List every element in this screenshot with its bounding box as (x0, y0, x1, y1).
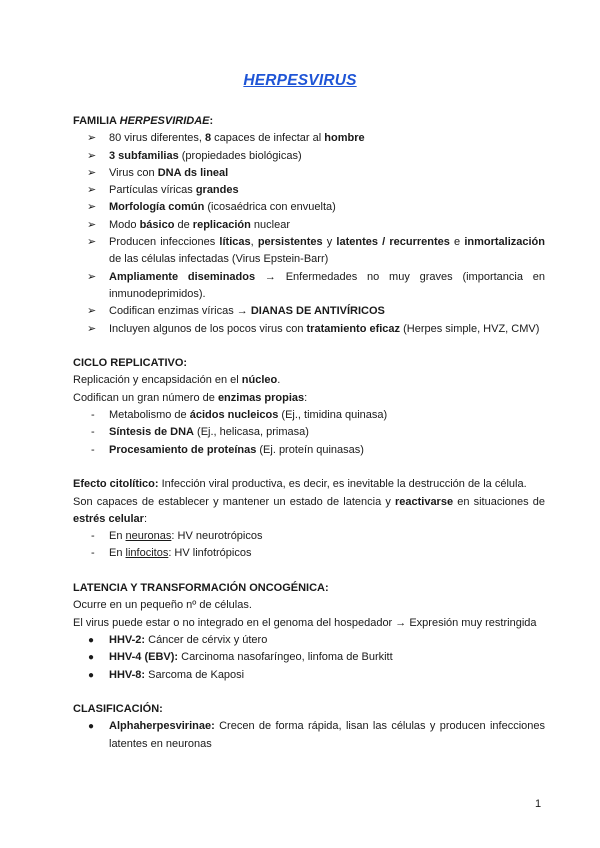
dot-bullet-icon: ● (88, 721, 95, 733)
text-run: . (277, 374, 281, 387)
underlined-text: linfocitos (125, 547, 169, 560)
underlined-text: neuronas (125, 530, 172, 543)
bold-text: inmortalización (464, 236, 545, 249)
bold-text: Morfología común (109, 201, 205, 214)
text-run: (Ej. proteín quinasas) (256, 443, 364, 456)
cycle-latency-list (73, 528, 545, 563)
list-item (73, 528, 545, 545)
bold-text: Efecto citolítico: (73, 478, 159, 491)
list-item (73, 303, 545, 320)
text-run: Producen infecciones (109, 236, 220, 249)
text-run: Carcinoma nasofaríngeo, linfoma de Burkitt (178, 651, 393, 664)
section-heading-family: FAMILIA HERPESVIRIDAE: (73, 115, 214, 127)
arrow-bullet-icon: ➢ (87, 149, 97, 162)
arrow-bullet-icon: ➢ (87, 236, 97, 249)
text-run: , (250, 236, 258, 249)
text-run: En (109, 530, 126, 543)
text-run: e (449, 236, 465, 249)
text-run: capaces de infectar al (211, 132, 325, 145)
dash-bullet-icon: - (91, 409, 95, 422)
list-item (73, 130, 545, 147)
bold-text: núcleo (241, 374, 278, 387)
bold-text: persistentes (257, 236, 323, 249)
bold-text: 3 subfamilias (109, 149, 179, 162)
text-run: Virus con (109, 166, 158, 179)
text-run: Son capaces de establecer y mantener un estado de latencia y (73, 495, 395, 508)
list-item (73, 269, 545, 304)
page-number: 1 (535, 798, 542, 810)
cycle-paragraph-2 (73, 390, 545, 407)
text-run: : HV neurotrópicos (171, 530, 263, 543)
cycle-paragraph-1 (73, 372, 545, 389)
dash-bullet-icon: - (91, 443, 95, 456)
text-run: El virus puede estar o no integrado en el genoma del hospedador → Expresión muy restringida (73, 616, 537, 629)
cycle-paragraph-4 (73, 494, 545, 529)
text-run: : (143, 512, 147, 525)
bold-text: HHV-4 (EBV): (109, 651, 179, 664)
bold-text: DNA ds lineal (157, 166, 229, 179)
text-run: Sarcoma de Kaposi (145, 668, 245, 681)
document-title: HERPESVIRUS (243, 72, 357, 89)
dash-bullet-icon: - (91, 530, 95, 543)
dash-bullet-icon: - (91, 426, 95, 439)
text-run: (icosaédrica con envuelta) (204, 201, 336, 214)
bold-text: ácidos nucleicos (189, 409, 279, 422)
list-item (73, 424, 545, 441)
arrow-bullet-icon: ➢ (87, 184, 97, 197)
text-run: y (322, 236, 337, 249)
text-run: Metabolismo de (109, 409, 190, 422)
arrow-bullet-icon: ➢ (87, 322, 97, 335)
text-run: 80 virus diferentes, (109, 132, 205, 145)
text-run: Partículas víricas (109, 184, 196, 197)
bold-text: HHV-2: (109, 633, 146, 646)
latency-paragraph-2 (73, 615, 545, 632)
text-run: (Herpes simple, HVZ, CMV) (400, 322, 540, 335)
text-run: Modo (109, 218, 140, 231)
dot-bullet-icon: ● (88, 652, 95, 664)
bold-text: hombre (324, 132, 365, 145)
text-run: : HV linfotrópicos (168, 547, 252, 560)
text-run: → Enfermedades no muy graves (importancia en inmunodeprimidos). (109, 270, 545, 300)
text-run: nuclear (250, 218, 291, 231)
list-item (73, 545, 545, 562)
arrow-bullet-icon: ➢ (87, 166, 97, 179)
arrow-bullet-icon: ➢ (87, 305, 97, 318)
text-run: Codifican un gran número de (73, 391, 218, 404)
text-run: Ocurre en un pequeño nº de células. (73, 599, 252, 612)
list-item (73, 667, 545, 684)
classification-list (73, 718, 545, 753)
list-item (73, 407, 545, 424)
text-run: Incluyen algunos de los pocos virus con (109, 322, 307, 335)
text-run: (Ej., helicasa, primasa) (193, 426, 309, 439)
bold-text: Síntesis de DNA (109, 426, 194, 439)
text-run: (Ej., timidina quinasa) (278, 409, 388, 422)
bold-text: replicación (192, 218, 251, 231)
dot-bullet-icon: ● (88, 634, 95, 646)
section-heading-latency: LATENCIA Y TRANSFORMACIÓN ONCOGÉNICA: (73, 582, 329, 595)
dash-bullet-icon: - (91, 547, 95, 560)
arrow-bullet-icon: ➢ (87, 218, 97, 231)
bold-text: líticas (219, 236, 251, 249)
list-item (73, 234, 545, 269)
cycle-paragraph-3 (73, 476, 545, 493)
text-run: de (174, 218, 193, 231)
latency-paragraph-1 (73, 597, 545, 614)
cycle-enzymes-list (73, 407, 545, 459)
list-item (73, 718, 545, 753)
bold-text: básico (139, 218, 175, 231)
document-body (73, 113, 545, 753)
bold-text: enzimas propias (217, 391, 305, 404)
bold-text: reactivarse (394, 495, 454, 508)
bold-text: latentes / recurrentes (336, 236, 450, 249)
list-item (73, 217, 545, 234)
list-item (73, 321, 545, 338)
text-run: Replicación y encapsidación en el (73, 374, 242, 387)
list-item (73, 649, 545, 666)
list-item (73, 632, 545, 649)
list-item (73, 182, 545, 199)
arrow-bullet-icon: ➢ (87, 132, 97, 145)
bold-text: DIANAS DE ANTIVÍRICOS (250, 305, 385, 318)
bold-text: Ampliamente diseminados (109, 270, 256, 283)
bold-text: estrés celular (73, 512, 144, 525)
bold-text: tratamiento eficaz (306, 322, 401, 335)
bold-text: HHV-8: (109, 668, 146, 681)
latency-list (73, 632, 545, 684)
list-item (73, 199, 545, 216)
text-run: en situaciones de (453, 495, 546, 508)
text-run: Cáncer de cérvix y útero (145, 633, 268, 646)
bold-text: Procesamiento de proteínas (109, 443, 257, 456)
text-run: : (304, 391, 308, 404)
text-run: (propiedades biológicas) (178, 149, 302, 162)
arrow-bullet-icon: ➢ (87, 201, 97, 214)
bold-text: grandes (195, 184, 239, 197)
section-heading-classification: CLASIFICACIÓN: (73, 703, 163, 716)
dot-bullet-icon: ● (88, 669, 95, 681)
text-run: En (109, 547, 126, 560)
bold-text: Alphaherpesvirinae: (109, 720, 215, 733)
text-run: Infección viral productiva, es decir, es inevitable la destrucción de la célula. (158, 478, 527, 491)
text-run: de las células infectadas (Virus Epstein-Barr) (109, 253, 329, 266)
text-run: Crecen de forma rápida, lisan las células y producen infecciones latentes en neuronas (109, 720, 545, 750)
bold-text: 8 (205, 132, 212, 145)
section-heading-cycle: CICLO REPLICATIVO: (73, 357, 188, 370)
list-item (73, 148, 545, 165)
family-list (73, 130, 545, 338)
arrow-bullet-icon: ➢ (87, 270, 97, 283)
text-run: Codifican enzimas víricas → (109, 305, 251, 318)
list-item (73, 165, 545, 182)
list-item (73, 442, 545, 459)
